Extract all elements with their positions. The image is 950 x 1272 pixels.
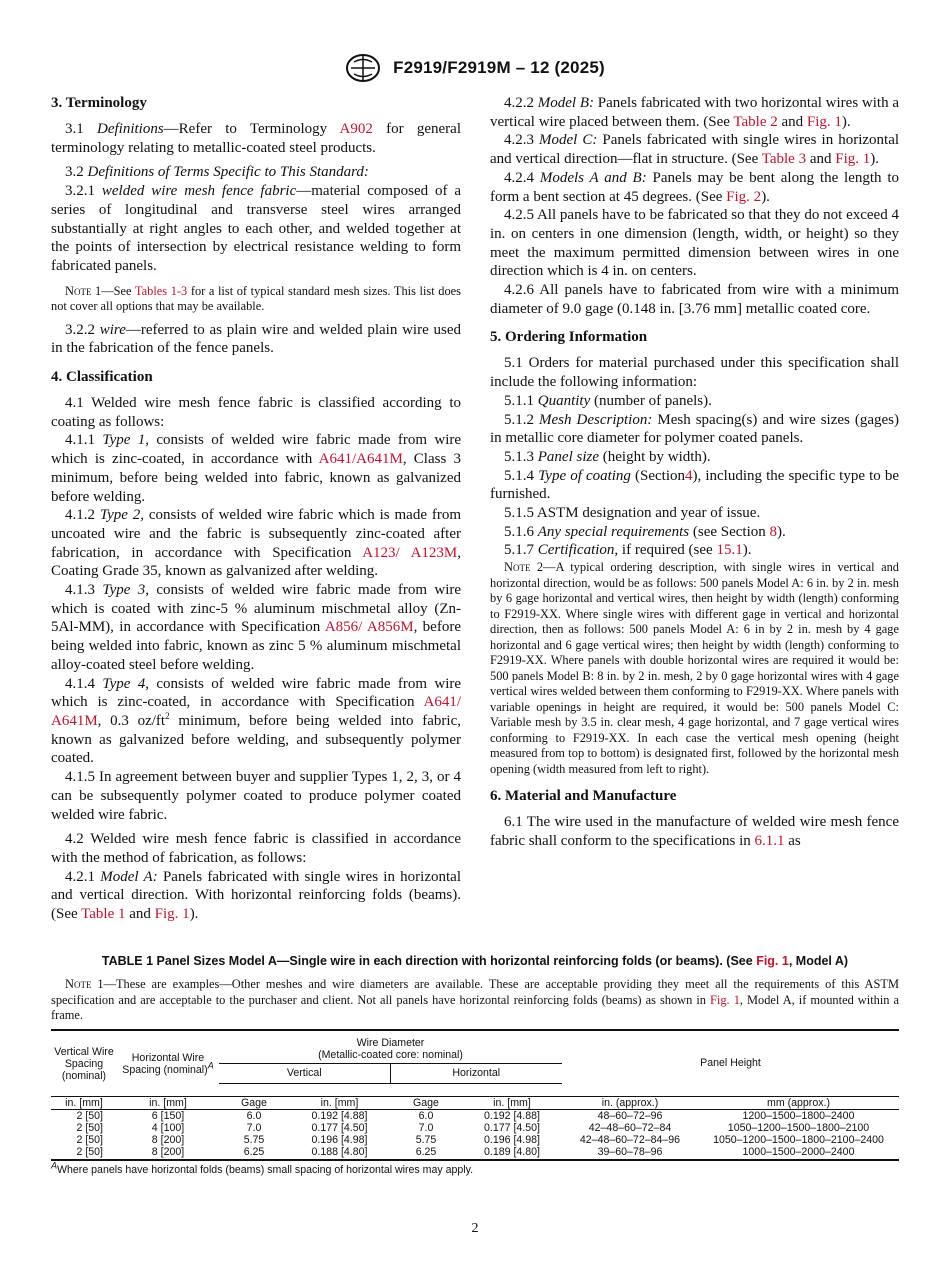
para-5-1: 5.1 Orders for material purchased under this specification shall include the following information: bbox=[490, 355, 899, 391]
table-1-title: TABLE 1 Panel Sizes Model A—Single wire in each direction with horizontal reinforcing folds (or beams). (See Fig. 1, Model A) bbox=[101, 954, 849, 968]
para-3-2-1: 3.2.1 welded wire mesh fence fabric—material composed of a series of longitudinal and transverse steel wires arranged substantially at right angles to each other, and welded together at the points of intersection by electrical resistance welding to form fabricated panels. bbox=[51, 183, 461, 274]
para-4-2: 4.2 Welded wire mesh fence fabric is classified in accordance with the method of fabrication, as follows: bbox=[51, 831, 461, 866]
link-6-1-1[interactable]: 6.1.1 bbox=[754, 832, 785, 849]
left-column bbox=[51, 90, 461, 924]
link-a856[interactable]: A856/ A856M bbox=[324, 619, 414, 636]
link-table-3[interactable]: Table 3 bbox=[761, 151, 807, 168]
para-4-2-5: 4.2.5 All panels have to be fabricated so that they do not exceed 4 in. on centers in one dimension (length, width, or height) so they meet the maximum permitted dimension between wires in one direction which is 4 in. on centers. bbox=[490, 207, 899, 280]
link-fig-1[interactable]: Fig. 1 bbox=[154, 906, 190, 923]
link-tables-1-3[interactable]: Tables 1-3 bbox=[134, 283, 188, 298]
table-row: 2 [50] 8 [200] 5.75 0.196 [4.98] 5.75 0.196 [4.98] 42–48–60–72–84–96 1050–1200–1500–1800–2100–2400 bbox=[76, 1134, 884, 1147]
link-fig-1b[interactable]: Fig. 1 bbox=[806, 113, 842, 130]
table-1 bbox=[51, 1029, 899, 1161]
col-wire-diameter: Wire Diameter (Metallic-coated core: nominal) bbox=[219, 1030, 562, 1064]
para-3-2-2: 3.2.2 wire—referred to as plain wire and welded plain wire used in the fabrication of the fence panels. bbox=[51, 321, 461, 357]
link-fig-1-note[interactable]: Fig. 1 bbox=[710, 992, 740, 1007]
astm-logo-icon bbox=[345, 53, 381, 83]
link-fig-1c[interactable]: Fig. 1 bbox=[835, 151, 871, 168]
para-5-1-7: 5.1.7 Certification, if required (see 15.1). bbox=[504, 542, 752, 559]
link-table-2[interactable]: Table 2 bbox=[733, 113, 778, 130]
note-1: Note 1—See Tables 1-3 for a list of typical standard mesh sizes. This list does not cover all options that may be available. bbox=[51, 283, 461, 314]
para-4-2-2: 4.2.2 Model B: Panels fabricated with two horizontal wires with a vertical wire placed between them. (See Table 2 and Fig. 1). bbox=[490, 95, 900, 130]
table-1-note: Note 1—These are examples—Other meshes and wire diameters are available. These are acceptable providing they meet all the requirements of this ASTM specification and are acceptable to the purchaser and client. Not all panels have horizontal reinforcing folds (beams) as shown in Fig. 1, Model A, if mounted within a frame. bbox=[51, 977, 899, 1022]
para-4-1-5: 4.1.5 In agreement between buyer and supplier Types 1, 2, 3, or 4 can be subsequently polymer coated to produce polymer coated welded wire fabric. bbox=[51, 769, 461, 823]
link-15-1[interactable]: 15.1 bbox=[716, 542, 743, 559]
para-6-1: 6.1 The wire used in the manufacture of welded wire mesh fence fabric shall conform to the specifications in 6.1.1 as bbox=[490, 814, 899, 849]
para-4-1-2: 4.1.2 Type 2, consists of welded wire fabric which is made from uncoated wire and the fabric is subsequently zinc-coated after fabrication, in accordance with Specification A123/ A123M, Coating Grade 35, known as galvanized after welding. bbox=[51, 507, 461, 580]
para-4-1-3: 4.1.3 Type 3, consists of welded wire fabric made from wire which is coated with zinc-5 % aluminum mischmetal alloy (Zn-5Al-MM), in accordance with Specification A856/ A856M, before being welded into fabric, known as zinc 5 % aluminum mischmetal alloy-coated steel before welding. bbox=[51, 582, 462, 673]
para-3-1: 3.1 Definitions—Refer to Terminology A902 for general terminology relating to metallic-coated steel products. bbox=[51, 121, 462, 156]
para-5-1-6: 5.1.6 Any special requirements (see Section 8). bbox=[504, 523, 786, 540]
para-5-1-1: 5.1.1 Quantity (number of panels). bbox=[504, 392, 712, 409]
para-4-2-1: 4.2.1 Model A: Panels fabricated with single wires in horizontal and vertical direction. With horizontal reinforcing folds (beams). (See Table 1 and Fig. 1). bbox=[51, 868, 461, 923]
para-5-1-4: 5.1.4 Type of coating (Section4), including the specific type to be furnished. bbox=[490, 467, 899, 503]
table-1-footnote: $^A$Where panels have horizontal folds (beams) small spacing of horizontal wires may apply. bbox=[51, 1160, 474, 1176]
section-4-heading: 4. Classification bbox=[51, 369, 153, 386]
section-5-heading: 5. Ordering Information bbox=[490, 329, 648, 346]
link-a123[interactable]: A123/ A123M bbox=[362, 544, 458, 561]
link-fig-1-table[interactable]: Fig. 1 bbox=[756, 954, 789, 968]
section-6-heading: 6. Material and Manufacture bbox=[490, 788, 677, 805]
link-fig-2[interactable]: Fig. 2 bbox=[726, 188, 762, 205]
link-a641-type4[interactable]: A641/ A641M bbox=[51, 694, 461, 729]
units-row: in. [mm] in. [mm] Gage in. [mm] Gage in. [mm] in. (approx.) mm (approx.) bbox=[51, 1096, 899, 1109]
para-5-1-5: 5.1.5 ASTM designation and year of issue. bbox=[504, 505, 761, 522]
para-4-2-6: 4.2.6 All panels have to fabricated from wire with a minimum diameter of 9.0 gage (0.148 in. [3.76 mm] metallic coated core. bbox=[490, 282, 899, 317]
link-section-4[interactable]: 4 bbox=[685, 467, 693, 484]
right-column bbox=[490, 90, 899, 851]
para-4-1: 4.1 Welded wire mesh fence fabric is classified according to coating as follows: bbox=[51, 395, 461, 430]
section-3-heading: 3. Terminology bbox=[51, 95, 147, 111]
para-4-2-4: 4.2.4 Models A and B: Panels may be bent along the length to form a bent section at 45 degrees. (See Fig. 2). bbox=[490, 169, 900, 205]
table-row: 2 [50] 4 [100] 7.0 0.177 [4.50] 7.0 0.177 [4.50] 42–48–60–72–84 1050–1200–1500–1800–2100 bbox=[76, 1122, 870, 1135]
document-designation: F2919/F2919M – 12 (2025) bbox=[393, 58, 605, 77]
col-vertical: Vertical bbox=[219, 1064, 390, 1083]
para-4-1-1: 4.1.1 Type 1, consists of welded wire fabric made from wire which is zinc-coated, in accordance with A641/A641M, Class 3 minimum, before being welded into fabric, known as galvanized before welding. bbox=[51, 432, 462, 505]
col-panel-height: Panel Height bbox=[562, 1030, 899, 1096]
table-row: 2 [50] 8 [200] 6.25 0.188 [4.80] 6.25 0.189 [4.80] 39–60–78–96 1000–1500–2000–2400 bbox=[51, 1146, 899, 1159]
col-horizontal: Horizontal bbox=[390, 1064, 562, 1083]
col-vertical-spacing: Vertical Wire Spacing (nominal) bbox=[51, 1030, 117, 1096]
link-section-8[interactable]: 8 bbox=[769, 523, 777, 540]
note-2: Note 2—A typical ordering description, with single wires in vertical and horizontal direction, would be as follows: 500 panels Model A: 6 in. by 2 in. mesh by 6 gage horizontal and vertical wires, then height by width (length) conforming to F2919-XX. Where single wires with different gage in vertical and horizontal direction, then as follows: 500 panels Model A: 6 in by 2 in. mesh by 4 gage horizontal and 6 gage vertical wires; then height by width (length) conforming to F2919-XX. Where panels with double horizontal wires are required it would be: 500 panels Model B: 8 in. by 2 in. mesh, 2 by 0 gage horizontal wires with 4 gage vertical wires welded between them conforming to F2919-XX. Where panels with variable openings in height are required, it would be: 500 panels Model C: Variable mesh by 3.5 in. clear mesh, 4 gage horizontal, and 7 gage vertical wires conforming to F2919-XX. In each case the vertical mesh opening (height measured from top to bottom) is designated first, followed by the horizontal mesh opening (width measured from left to right). bbox=[490, 560, 899, 776]
document-header bbox=[0, 53, 950, 83]
col-horizontal-spacing: Horizontal Wire Spacing (nominal)$^A$ bbox=[117, 1030, 219, 1096]
para-4-1-4: 4.1.4 Type 4, consists of welded wire fabric made from wire which is zinc-coated, in accordance with Specification A641/ A641M, 0.3 $oz/ft^2$ minimum, before being welded into fabric, known as galvanized before welding, and subsequently polymer coated. bbox=[51, 675, 462, 767]
para-4-2-3: 4.2.3 Model C: Panels fabricated with single wires in horizontal and vertical direction—flat in structure. (See Table 3 and Fig. 1). bbox=[490, 132, 900, 168]
link-table-1[interactable]: Table 1 bbox=[81, 906, 126, 923]
table-row: 2 [50] 6 [150] 6.0 0.192 [4.88] 6.0 0.192 [4.88] 48–60–72–96 1200–1500–1800–2400 bbox=[76, 1109, 855, 1122]
page-number: 2 bbox=[471, 1221, 479, 1236]
link-a641[interactable]: A641/A641M bbox=[318, 451, 403, 468]
para-5-1-3: 5.1.3 Panel size (height by width). bbox=[504, 448, 711, 465]
link-a902[interactable]: A902 bbox=[339, 121, 373, 137]
para-3-2: 3.2 Definitions of Terms Specific to This Standard: bbox=[65, 164, 369, 181]
para-5-1-2: 5.1.2 Mesh Description: Mesh spacing(s) and wire sizes (gages) in metallic core diameter for polymer coated panels. bbox=[490, 411, 900, 447]
